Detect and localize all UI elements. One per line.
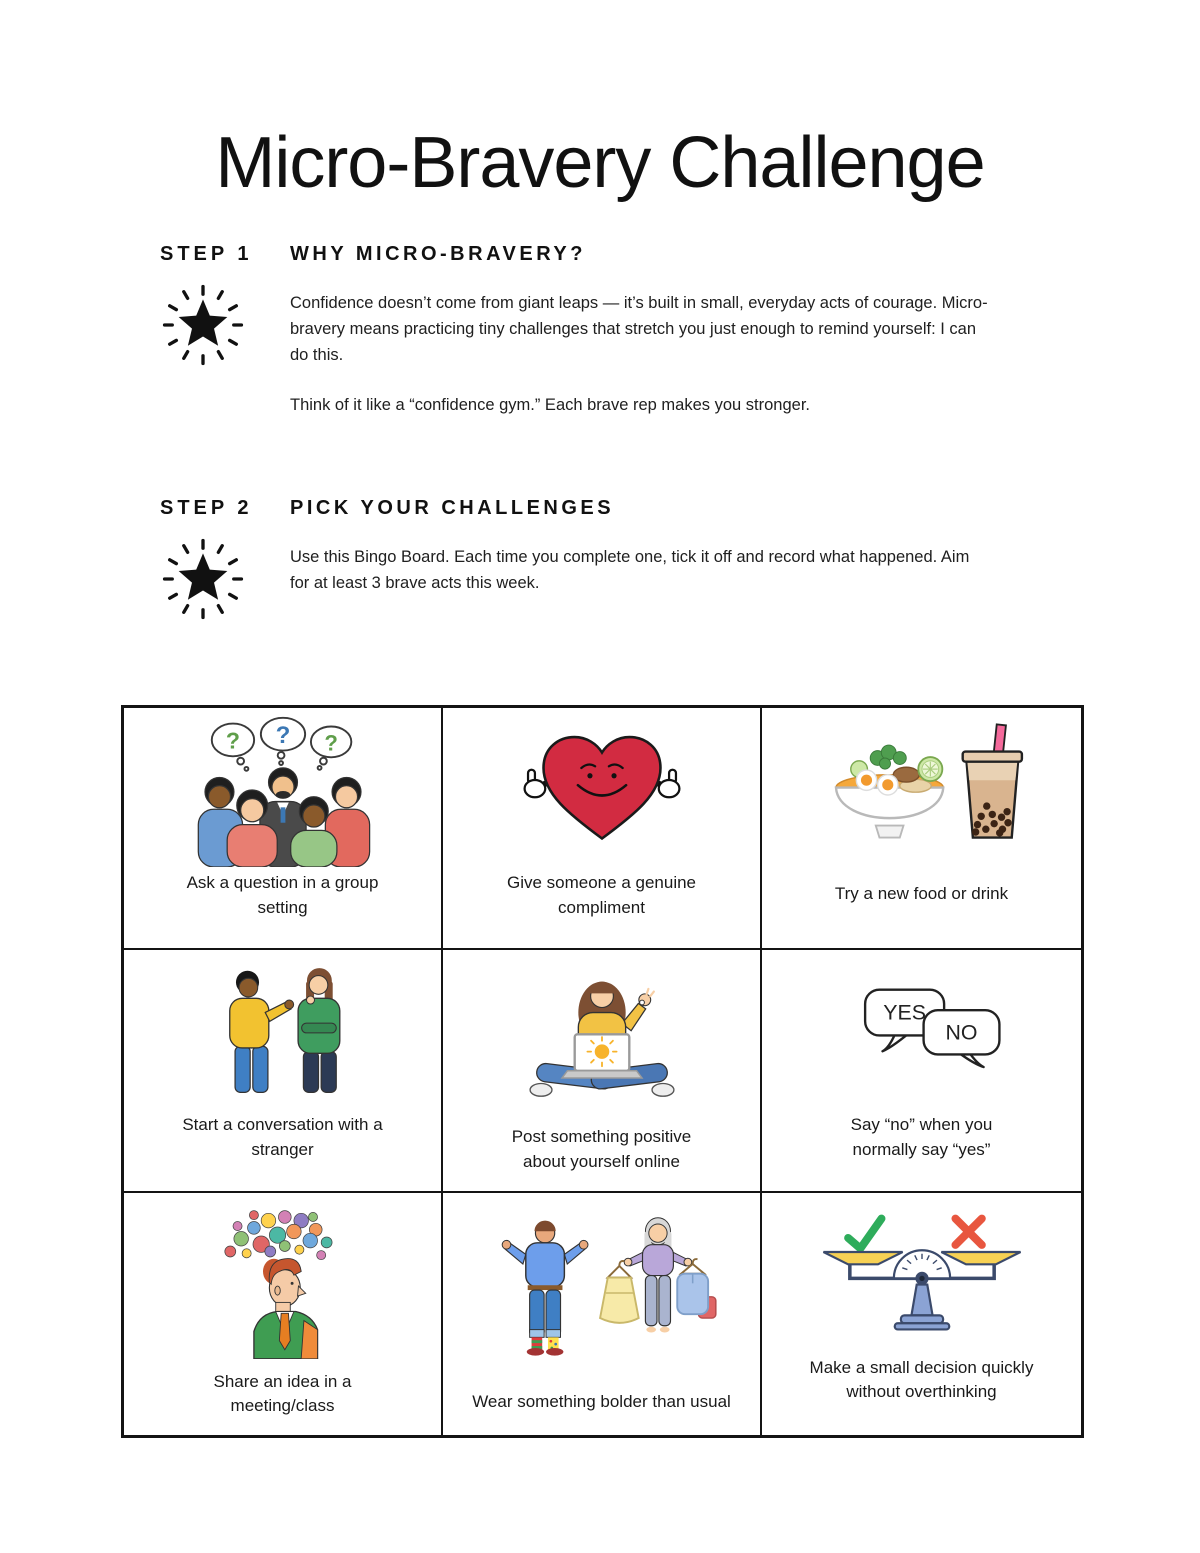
svg-text:?: ? — [225, 727, 240, 754]
bingo-caption: Post something positive about yourself online — [511, 1127, 692, 1172]
step-2-content-col — [290, 497, 1040, 620]
bingo-caption: Say “no” when you normally say “yes” — [850, 1115, 993, 1160]
bingo-cell-new-food — [762, 708, 1081, 950]
svg-text:YES: YES — [882, 1000, 926, 1025]
step-label: STEP 1 — [160, 243, 253, 265]
bingo-cell-conversation — [124, 950, 443, 1192]
bingo-cell-say-no — [762, 950, 1081, 1192]
step-paragraph: Use this Bingo Board. Each time you complete one, tick it off and record what happened. Aim for at least 3 brave acts this week. — [290, 548, 970, 592]
bingo-cell-share-idea — [124, 1193, 443, 1435]
svg-text:?: ? — [275, 721, 290, 749]
step-1-label-col — [160, 243, 290, 442]
bingo-caption: Give someone a genuine compliment — [506, 873, 697, 917]
bingo-caption: Try a new food or drink — [834, 883, 1009, 903]
step-1-section — [160, 243, 1040, 442]
page-title: Micro-Bravery Challenge — [215, 123, 985, 203]
heart-thumbs-up-illustration — [443, 708, 760, 871]
group-question-illustration — [124, 708, 441, 871]
svg-text:?: ? — [323, 730, 338, 756]
bingo-caption: Ask a question in a group setting — [186, 873, 379, 917]
bingo-cell-bold-outfit — [443, 1193, 762, 1435]
decision-scale-illustration — [762, 1193, 1081, 1356]
svg-text:NO: NO — [945, 1020, 977, 1045]
star-burst-icon — [160, 284, 290, 366]
bingo-board — [121, 705, 1084, 1438]
bingo-cell-positive-post — [443, 950, 762, 1192]
step-2-label-col — [160, 497, 290, 620]
step-label: STEP 2 — [160, 497, 253, 519]
yes-no-bubbles-illustration — [762, 950, 1081, 1113]
bingo-caption: Make a small decision quickly without overthinking — [809, 1357, 1034, 1402]
bold-outfit-illustration — [443, 1193, 760, 1391]
bingo-caption: Share an idea in a meeting/class — [213, 1371, 352, 1416]
woman-laptop-ok-illustration — [443, 950, 760, 1125]
step-paragraph: Think of it like a “confidence gym.” Each brave rep makes you stronger. — [290, 396, 810, 414]
step-body — [290, 290, 990, 418]
bingo-cell-compliment — [443, 708, 762, 950]
step-body — [290, 544, 990, 596]
step-2-section — [160, 497, 1040, 620]
noodle-bowl-boba-illustration — [762, 708, 1081, 882]
bingo-cell-quick-decision — [762, 1193, 1081, 1435]
two-people-talking-illustration — [124, 950, 441, 1113]
step-paragraph: Confidence doesn’t come from giant leaps — it’s built in small, everyday acts of courage. Micro-bravery means practicing tiny challenges that stretch you just enough to remind yourself: I can do this. — [290, 294, 988, 364]
idea-head-illustration — [124, 1193, 441, 1370]
bingo-cell-ask-question — [124, 708, 443, 950]
step-heading: PICK YOUR CHALLENGES — [290, 497, 615, 519]
bingo-caption: Start a conversation with a stranger — [182, 1115, 383, 1160]
step-heading: WHY MICRO-BRAVERY? — [290, 243, 586, 265]
step-1-content-col — [290, 243, 1040, 442]
star-burst-icon — [160, 538, 290, 620]
bingo-caption: Wear something bolder than usual — [472, 1392, 731, 1412]
